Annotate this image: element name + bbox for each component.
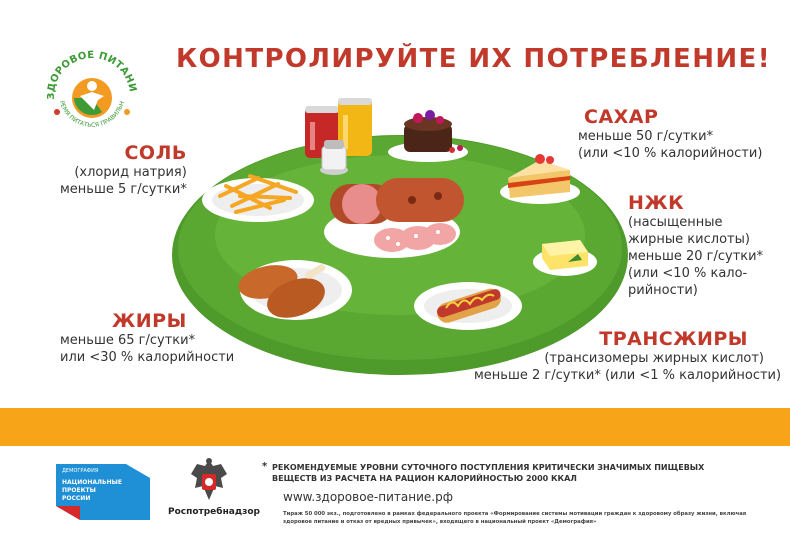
sugar-info	[578, 106, 762, 162]
national-projects-logo	[56, 460, 150, 524]
fats-line-1: меньше 65 г/сутки*	[60, 333, 196, 348]
saturated-fat-heading: НЖК	[628, 192, 685, 214]
salt-line-2: меньше 5 г/сутки*	[60, 182, 187, 197]
salt-heading: СОЛЬ	[124, 142, 187, 164]
orange-divider-band	[0, 408, 790, 446]
national-projects-emblem-icon	[56, 460, 150, 524]
fats-info	[60, 310, 234, 366]
footnote	[262, 461, 742, 484]
saturated-fat-line-2: жирные кислоты)	[628, 232, 750, 247]
np-line-3: РОССИИ	[62, 495, 91, 502]
sugar-heading: САХАР	[584, 106, 659, 128]
saturated-fat-line-3: меньше 20 г/сутки*	[628, 249, 764, 264]
sausage-plate-icon	[324, 178, 464, 258]
saturated-fat-line-4: (или <10 % кало-	[628, 266, 748, 281]
salt-info	[60, 142, 187, 198]
page-title: КОНТРОЛИРУЙТЕ ИХ ПОТРЕБЛЕНИЕ!	[176, 44, 771, 74]
footnote-text: РЕКОМЕНДУЕМЫЕ УРОВНИ СУТОЧНОГО ПОСТУПЛЕНИЯ КРИТИЧЕСКИ ЗНАЧИМЫХ ПИЩЕВЫХ ВЕЩЕСТВ ИЗ РАСЧЕТА НА РАЦИОН КАЛОРИЙНОСТЬЮ 2000 ККАЛ	[272, 463, 705, 483]
trans-fat-line-1: (трансизомеры жирных кислот)	[544, 351, 764, 366]
np-line-2: ПРОЕКТЫ	[62, 487, 96, 494]
saturated-fat-line-1: (насыщенные	[628, 215, 723, 230]
rospotrebnadzor-logo	[168, 456, 260, 517]
hot-dog-icon	[414, 282, 522, 330]
sugar-line-2: (или <10 % калорийности)	[578, 146, 763, 161]
sugar-line-1: меньше 50 г/сутки*	[578, 129, 714, 144]
np-line-1: НАЦИОНАЛЬНЫЕ	[62, 479, 122, 486]
print-info: Тираж 50 000 экз., подготовлено в рамках федерального проекта «Формирование системы мотивации граждан к здоровому образу жизни, включая здоровое питание и отказ от вредных привычек», входящего в национальный проект «Демография»	[283, 511, 747, 525]
fats-heading: ЖИРЫ	[112, 310, 187, 332]
website-link[interactable]: www.здоровое-питание.рф	[283, 490, 453, 504]
salt-shaker-icon	[320, 140, 348, 175]
trans-fat-info	[474, 328, 782, 384]
double-headed-eagle-emblem-icon	[187, 456, 231, 504]
np-top-label: ДЕМОГРАФИЯ	[62, 468, 99, 474]
trans-fat-line-2: меньше 2 г/сутки* (или <1 % калорийности)	[474, 368, 782, 383]
fats-line-2: или <30 % калорийности	[60, 350, 235, 365]
footnote-star: *	[262, 461, 268, 472]
agency-name: Роспотребнадзор	[168, 507, 260, 517]
saturated-fat-info	[628, 192, 763, 299]
logo-slogan: РЕМЯ ПИТАТЬСЯ ПРАВИЛЬН	[57, 99, 126, 129]
salt-line-1: (хлорид натрия)	[74, 165, 187, 180]
saturated-fat-line-5: рийности)	[628, 283, 698, 298]
trans-fat-heading: ТРАНСЖИРЫ	[599, 328, 748, 350]
logo-arc-text: ЗДОРОВОЕ ПИТАНИ	[45, 49, 138, 100]
